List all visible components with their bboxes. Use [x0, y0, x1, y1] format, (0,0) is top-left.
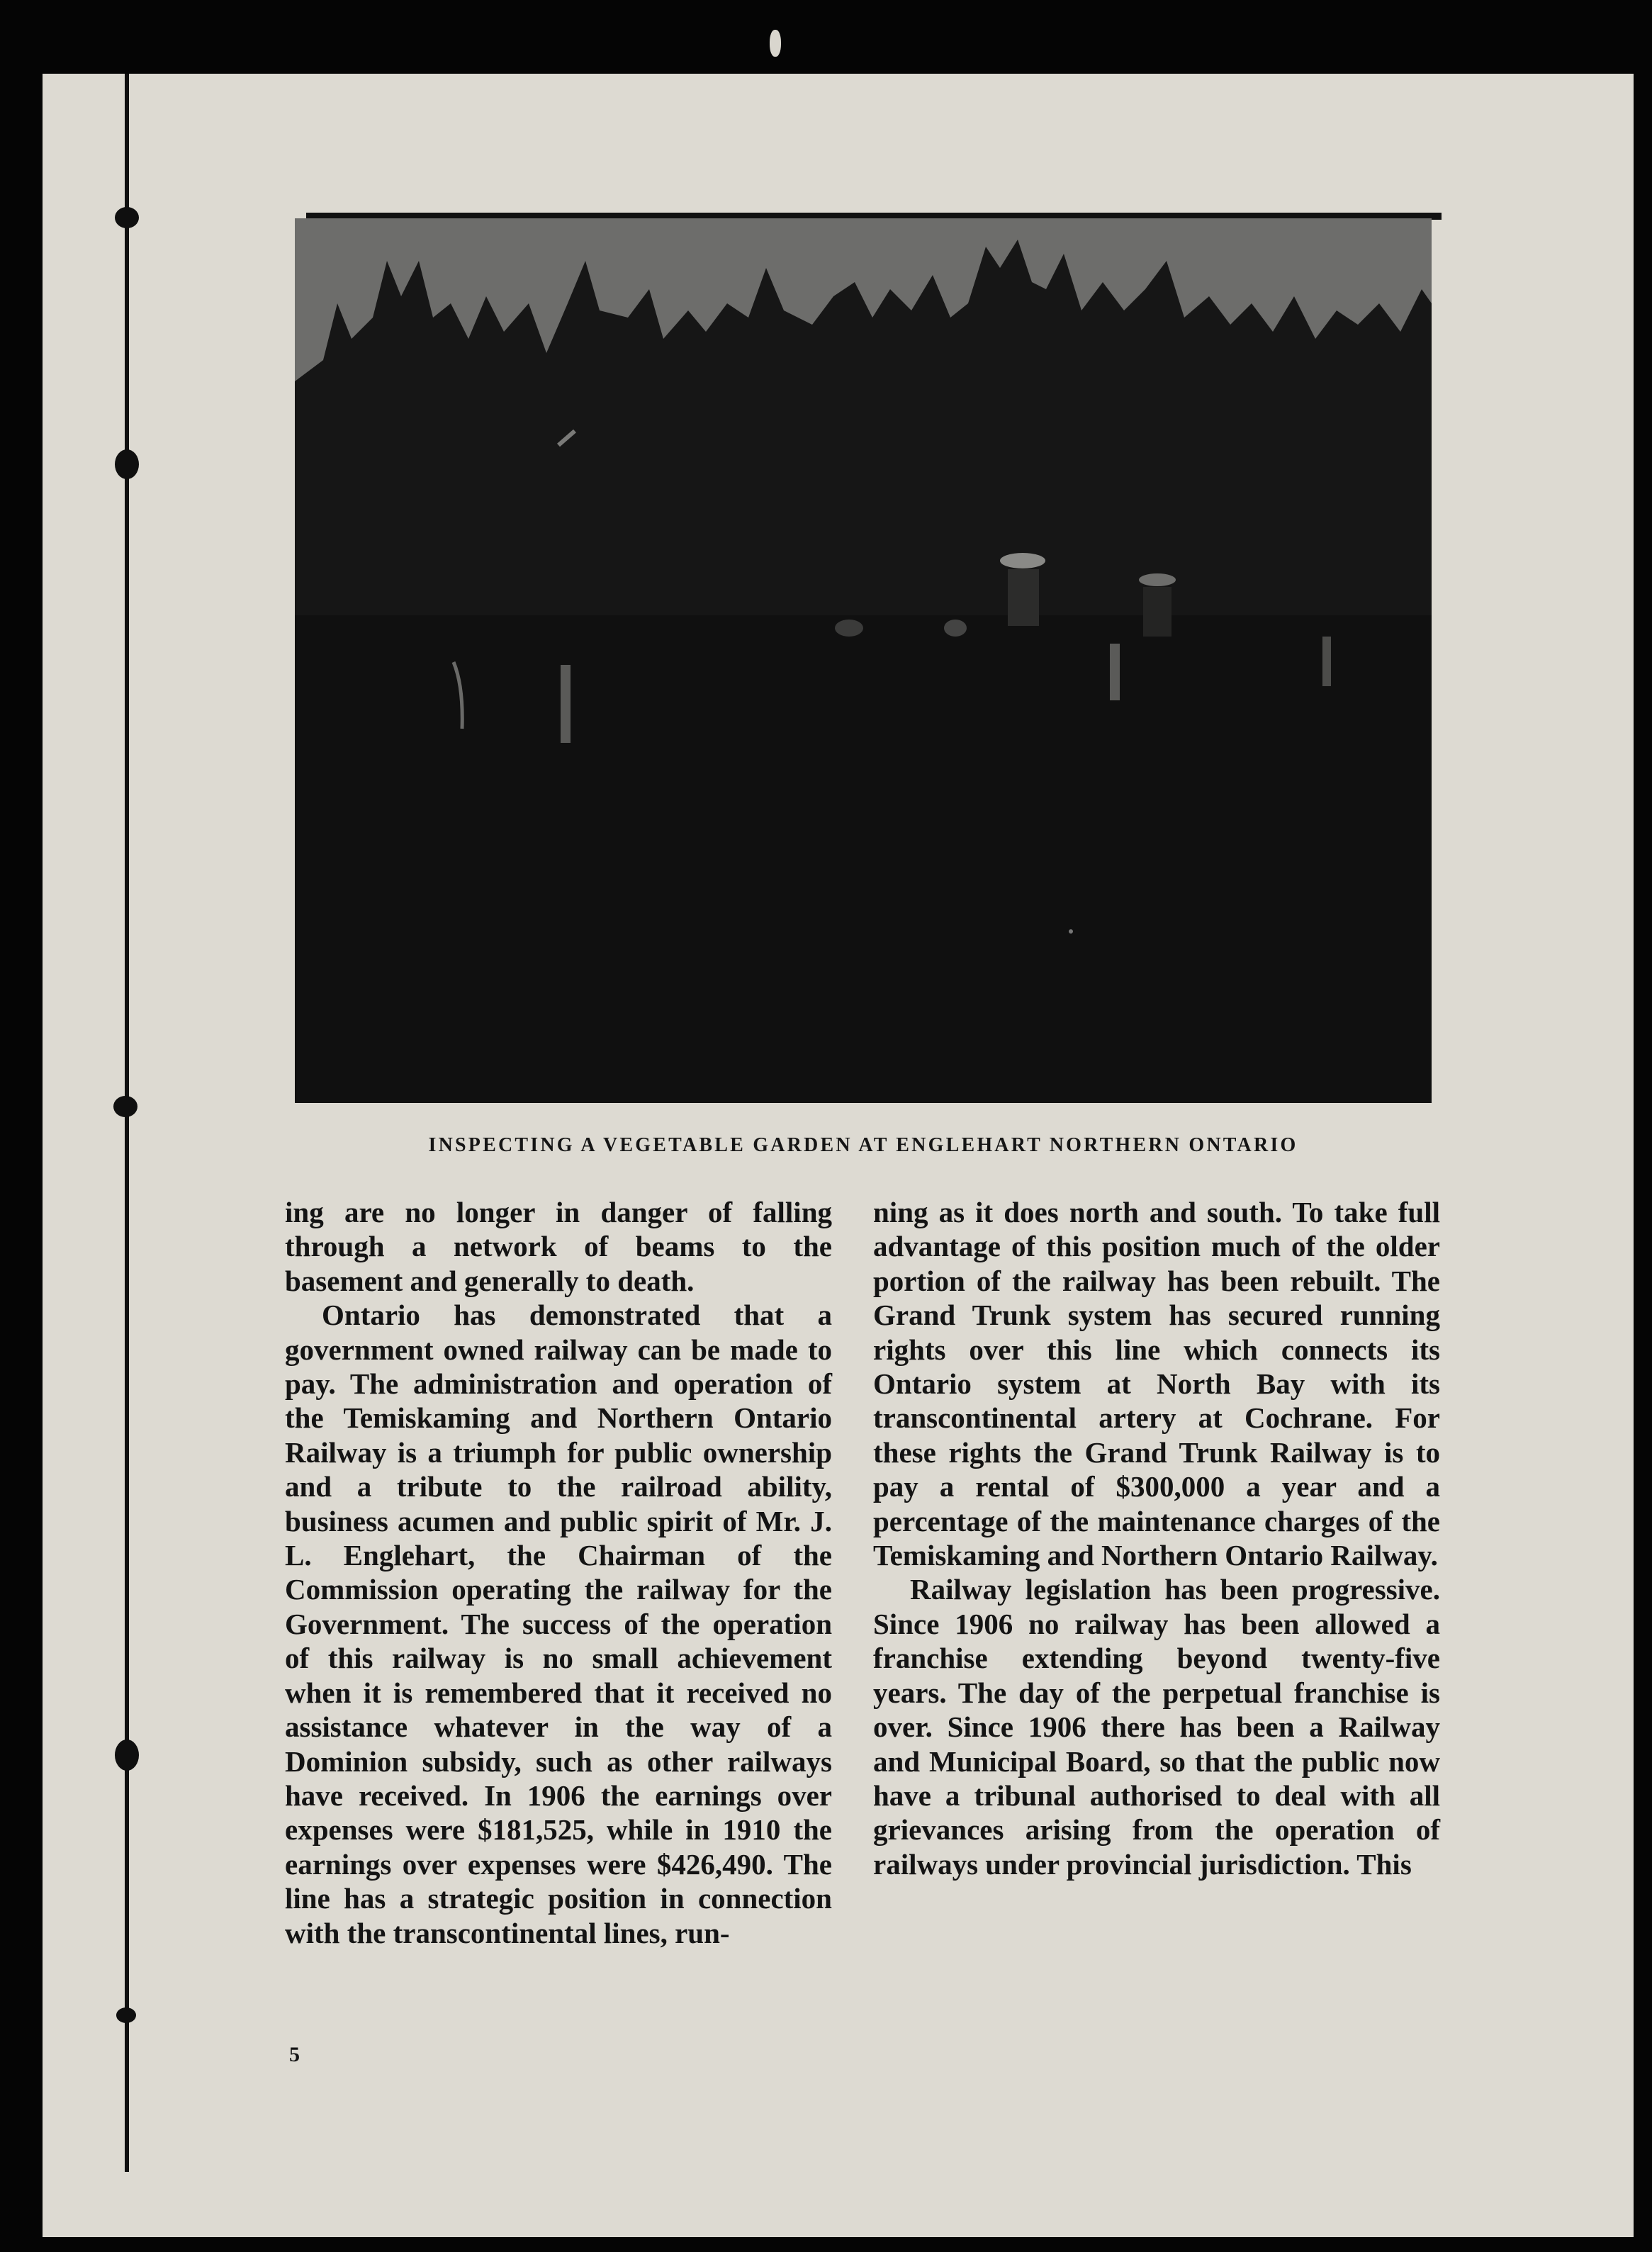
binding-knot [115, 449, 139, 479]
scan-mark [770, 30, 781, 57]
garden-photograph [295, 218, 1432, 1103]
photograph-icon [295, 218, 1432, 1103]
page-number: 5 [289, 2043, 300, 2066]
left-text-column [285, 1195, 832, 1950]
binding-thread [125, 74, 129, 2172]
binding-knot [115, 1740, 139, 1771]
paragraph: Ontario has demonstrated that a government owned railway can be made to pay. The administration and operation of the Temiskaming and Northern Ontario Railway is a triumph for public ownership and a tribute to the railroad ability, business acumen and public spirit of Mr. J. L. Englehart, the Chairman of the Commission operating the railway for the Government. The success of the operation of this railway is no small achievement when it is remembered that it received no assistance whatever in the way of a Dominion subsidy, such as other railways have received. In 1906 the earnings over expenses were $181,525, while in 1910 the earnings over expenses were $426,490. The line has a strategic position in connection with the transcontinental lines, run- [285, 1299, 832, 1949]
binding-knot [115, 207, 139, 228]
photo-caption: INSPECTING A VEGETABLE GARDEN AT ENGLEHART NORTHERN ONTARIO [428, 1134, 1298, 1156]
paragraph: ning as it does north and south. To take full advantage of this position much of the older portion of the railway has been rebuilt. The Grand Trunk system has secured running rights over this line which connects its Ontario system at North Bay with its transcontinental artery at Cochrane. For these rights the Grand Trunk Railway is to pay a rental of $300,000 a year and a percentage of the maintenance charges of the Temiskaming and Northern Ontario Railway. [873, 1196, 1440, 1572]
binding-knot [113, 1096, 137, 1117]
binding-knot [116, 2007, 136, 2023]
right-text-column [873, 1195, 1440, 1881]
paragraph: ing are no longer in danger of falling through a network of beams to the basement and generally to death. [285, 1196, 832, 1297]
paragraph: Railway legislation has been progressive. Since 1906 no railway has been allowed a franchise extending beyond twenty-five years. The day of the perpetual franchise is over. Since 1906 there has been a Railway and Municipal Board, so that the public now have a tribunal authorised to deal with all grievances arising from the operation of railways under provincial jurisdiction. This [873, 1573, 1440, 1881]
